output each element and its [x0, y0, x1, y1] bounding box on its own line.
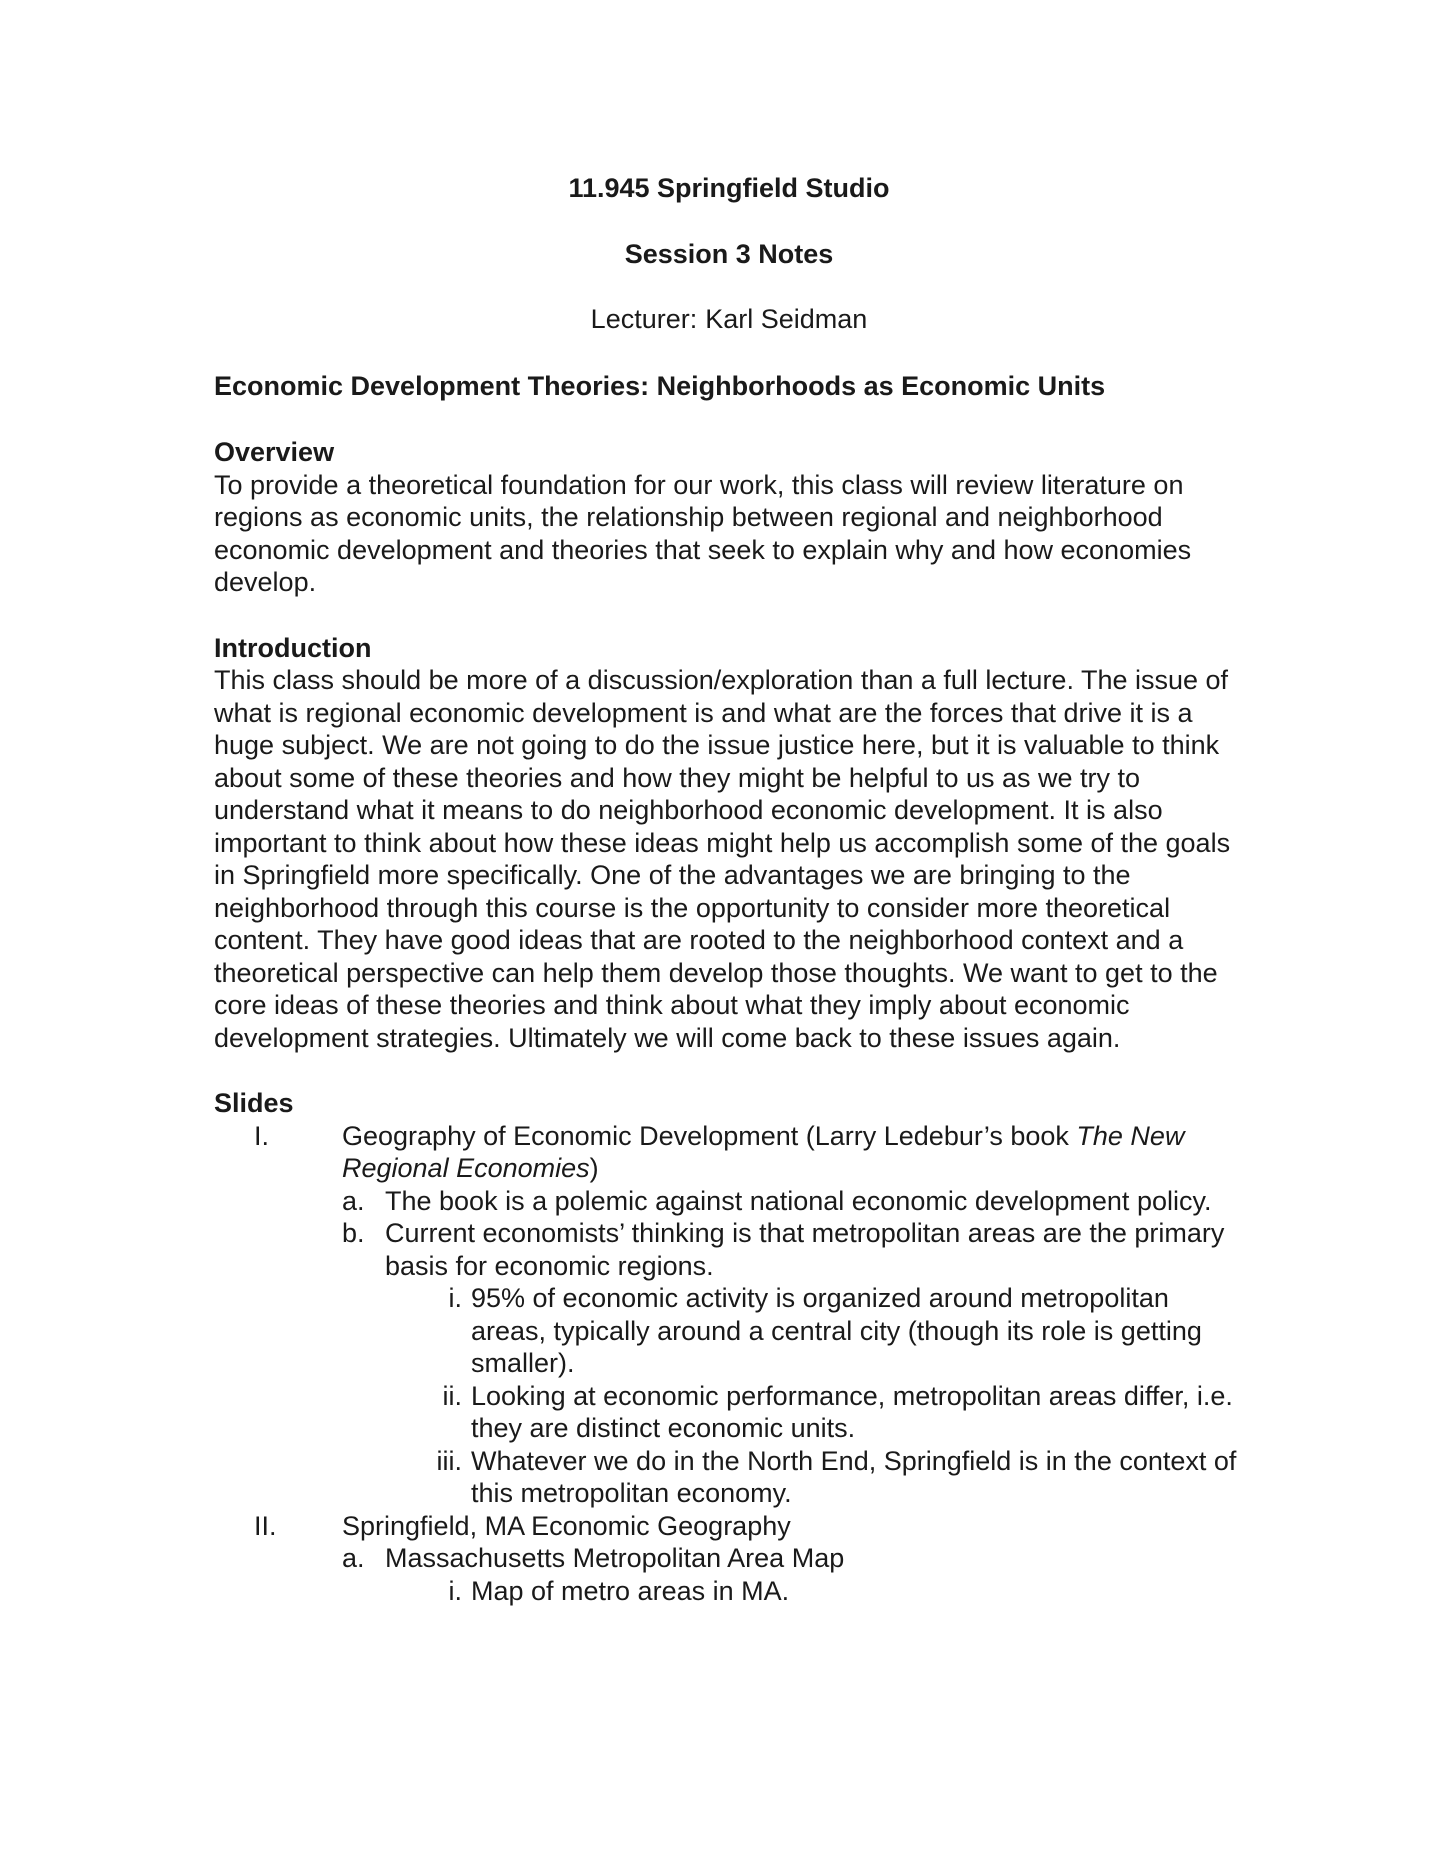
- outline-marker: ii.: [442, 1380, 462, 1411]
- outline-item-1-text: Geography of Economic Development (Larry Ledebur’s book: [342, 1120, 1077, 1151]
- document-content: [214, 172, 1244, 1607]
- outline-marker: a.: [342, 1543, 365, 1573]
- outline-marker: b.: [342, 1218, 365, 1248]
- outline-item-1b-i: [214, 1282, 1244, 1380]
- outline-item-2a-i-text: Map of metro areas in MA.: [471, 1575, 790, 1606]
- introduction-heading: Introduction: [214, 632, 372, 663]
- slides-heading: Slides: [214, 1088, 294, 1118]
- outline-marker: iii.: [436, 1445, 462, 1476]
- outline-item-2a: [214, 1542, 1244, 1575]
- outline-marker: i.: [448, 1575, 462, 1606]
- outline-marker: a.: [342, 1185, 365, 1216]
- outline-item-1: [214, 1120, 1244, 1185]
- book-title: The New Regional Economies: [342, 1120, 1185, 1183]
- outline-item-1b-text: Current economists’ thinking is that metropolitan areas are the primary basis for economic regions.: [385, 1218, 1225, 1281]
- lecturer-line: [214, 303, 1244, 336]
- outline-item-1b-i-text: 95% of economic activity is organized around metropolitan areas, typically around a central city (though its role is getting smaller).: [471, 1283, 1202, 1378]
- session-title: Session 3 Notes: [624, 238, 834, 269]
- introduction-text: This class should be more of a discussion/exploration than a full lecture. The issue of what is regional economic development is and what are the forces that drive it is a huge subject. We are not going to do the issue justice here, but it is valuable to think about some of these theories and how they might be helpful to us as we try to understand what it means to do neighborhood economic development. It is also important to think about how these ideas might help us accomplish some of the goals in Springfield more specifically. One of the advantages we are bringing to the neighborhood through this course is the opportunity to consider more theoretical content. They have good ideas that are rooted to the neighborhood context and a theoretical perspective can help them develop those thoughts. We want to get to the core ideas of these theories and think about what they imply about economic development strategies. Ultimately we will come back to these issues again.: [214, 665, 1231, 1053]
- outline-item-1b: [214, 1217, 1244, 1282]
- outline-item-1a-text: The book is a polemic against national economic development policy.: [385, 1185, 1212, 1216]
- main-title: Economic Development Theories: Neighborhoods as Economic Units: [214, 370, 1106, 401]
- slides-outline: [214, 1120, 1244, 1608]
- outline-item-1-text-end: ): [589, 1153, 599, 1183]
- outline-item-2: [214, 1510, 1244, 1543]
- overview-text: To provide a theoretical foundation for our work, this class will review literature on regions as economic units, the relationship between regional and neighborhood economic development and theories that seek to explain why and how economies develop.: [214, 469, 1192, 597]
- outline-item-1b-iii: [214, 1445, 1244, 1510]
- outline-item-1b-ii-text: Looking at economic performance, metropolitan areas differ, i.e. they are distinct economic units.: [471, 1380, 1233, 1443]
- outline-item-2a-i: [214, 1575, 1244, 1608]
- lecturer-name: Karl Seidman: [705, 304, 868, 334]
- course-title: 11.945 Springfield Studio: [568, 173, 890, 203]
- lecturer-label: Lecturer:: [590, 304, 698, 334]
- outline-marker: i.: [448, 1283, 462, 1313]
- outline-item-1a: [214, 1185, 1244, 1218]
- outline-marker: II.: [254, 1510, 277, 1541]
- outline-item-2a-text: Massachusetts Metropolitan Area Map: [385, 1543, 845, 1573]
- overview-heading: Overview: [214, 437, 335, 467]
- outline-marker: I.: [254, 1120, 270, 1151]
- outline-item-1b-ii: [214, 1380, 1244, 1445]
- outline-item-2-text: Springfield, MA Economic Geography: [342, 1510, 791, 1541]
- outline-item-1b-iii-text: Whatever we do in the North End, Springfield is in the context of this metropolitan economy.: [471, 1445, 1237, 1508]
